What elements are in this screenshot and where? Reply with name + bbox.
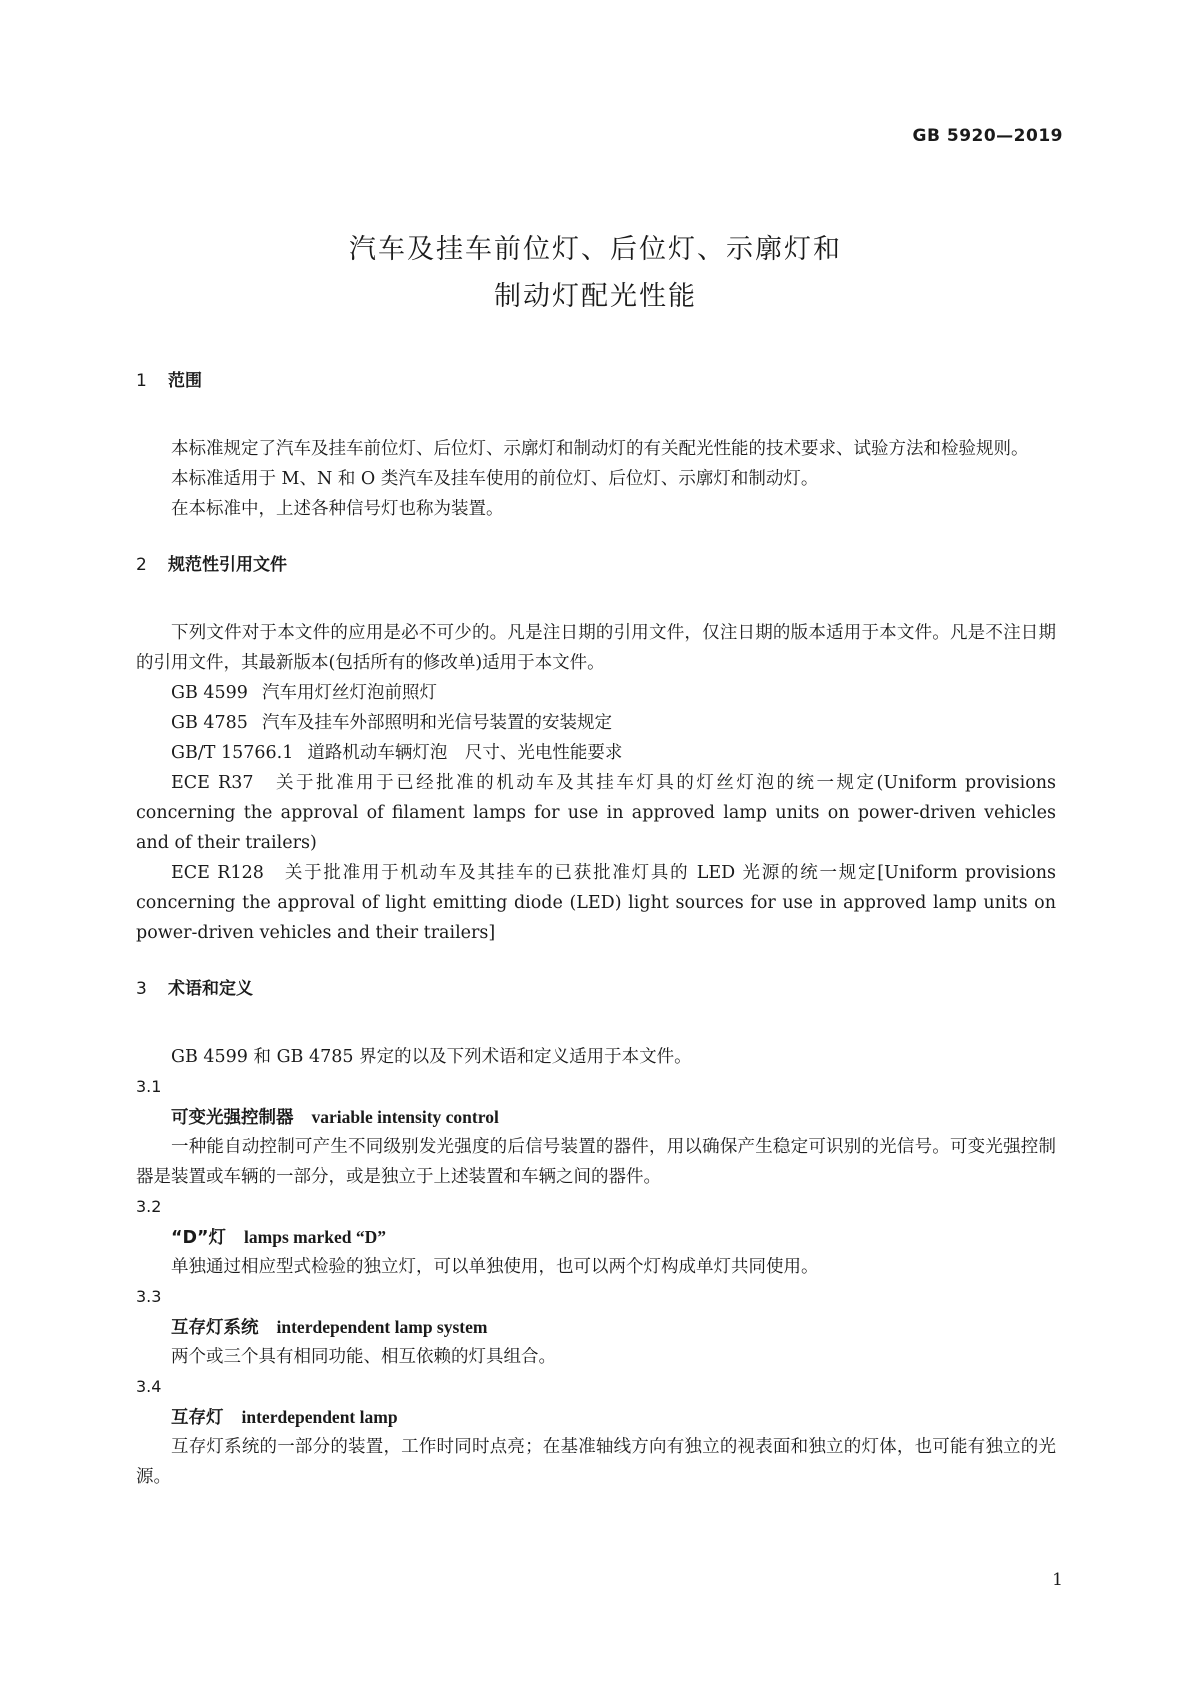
section-heading-terms xyxy=(136,976,1056,1002)
paragraph: 在本标准中，上述各种信号灯也称为装置。 xyxy=(171,499,504,519)
reference-item xyxy=(136,678,1056,708)
reference-code: ECE R128 xyxy=(171,863,264,883)
term-entry xyxy=(136,1402,1056,1432)
clause-number: 3.1 xyxy=(136,1077,162,1096)
document-title xyxy=(0,226,1191,320)
term-definition: 单独通过相应型式检验的独立灯，可以单独使用，也可以两个灯构成单灯共同使用。 xyxy=(171,1257,819,1277)
term-entry xyxy=(136,1312,1056,1342)
section-title: 术语和定义 xyxy=(168,979,253,999)
section-title: 范围 xyxy=(168,371,202,391)
term-english: lamps marked “D” xyxy=(244,1227,386,1247)
term-english: interdependent lamp system xyxy=(276,1317,488,1337)
section-heading-scope xyxy=(136,368,1056,394)
term-definition: 两个或三个具有相同功能、相互依赖的灯具组合。 xyxy=(171,1347,556,1367)
title-line-1: 汽车及挂车前位灯、后位灯、示廓灯和 xyxy=(349,234,842,265)
term-entry xyxy=(136,1102,1056,1132)
reference-title: 汽车用灯丝灯泡前照灯 xyxy=(261,683,437,703)
section-number: 1 xyxy=(136,371,147,391)
page-number: 1 xyxy=(1052,1570,1063,1590)
term-chinese: “D”灯 xyxy=(171,1228,227,1248)
clause-number: 3.3 xyxy=(136,1287,162,1306)
standard-number: GB 5920—2019 xyxy=(912,126,1063,146)
term-definition: 一种能自动控制可产生不同级别发光强度的后信号装置的器件，用以确保产生稳定可识别的光信号。可变光强控制器是装置或车辆的一部分，或是独立于上述装置和车辆之间的器件。 xyxy=(136,1137,1056,1187)
term-chinese: 可变光强控制器 xyxy=(171,1108,294,1128)
title-line-2: 制动灯配光性能 xyxy=(494,281,697,312)
term-english: variable intensity control xyxy=(311,1107,499,1127)
term-chinese: 互存灯 xyxy=(171,1408,224,1428)
clause-number: 3.2 xyxy=(136,1197,162,1216)
reference-code: ECE R37 xyxy=(171,773,254,793)
section-number: 2 xyxy=(136,555,147,575)
section-heading-references xyxy=(136,552,1056,578)
paragraph: 下列文件对于本文件的应用是必不可少的。凡是注日期的引用文件，仅注日期的版本适用于本文件。凡是不注日期的引用文件，其最新版本(包括所有的修改单)适用于本文件。 xyxy=(136,623,1056,673)
reference-title: 关于批准用于已经批准的机动车及其挂车灯具的灯丝灯泡的统一规定(Uniform provisions concerning the approval of filament lamps for use in approved lamp units on power-driven vehicles and of their trailers) xyxy=(136,773,1057,853)
term-chinese: 互存灯系统 xyxy=(171,1318,259,1338)
reference-code: GB 4599 xyxy=(171,683,248,703)
reference-title: 关于批准用于机动车及其挂车的已获批准灯具的 LED 光源的统一规定[Uniform provisions concerning the approval of light emitting diode (LED) light sources for use in approved lamp units on power-driven vehicles and their trailers] xyxy=(136,863,1056,943)
reference-item xyxy=(136,768,1056,858)
paragraph: 本标准规定了汽车及挂车前位灯、后位灯、示廓灯和制动灯的有关配光性能的技术要求、试验方法和检验规则。 xyxy=(171,439,1029,459)
reference-code: GB/T 15766.1 xyxy=(171,743,294,763)
reference-title: 汽车及挂车外部照明和光信号装置的安装规定 xyxy=(261,713,612,733)
section-title: 规范性引用文件 xyxy=(168,555,287,575)
reference-code: GB 4785 xyxy=(171,713,248,733)
clause-number: 3.4 xyxy=(136,1377,162,1396)
section-number: 3 xyxy=(136,979,147,999)
reference-title: 道路机动车辆灯泡 尺寸、光电性能要求 xyxy=(307,743,623,763)
reference-item xyxy=(136,858,1056,948)
term-english: interdependent lamp xyxy=(241,1407,398,1427)
reference-item xyxy=(136,708,1056,738)
paragraph: GB 4599 和 GB 4785 界定的以及下列术语和定义适用于本文件。 xyxy=(171,1047,692,1067)
reference-item xyxy=(136,738,1056,768)
paragraph: 本标准适用于 M、N 和 O 类汽车及挂车使用的前位灯、后位灯、示廓灯和制动灯。 xyxy=(171,469,819,489)
term-entry xyxy=(136,1222,1056,1252)
term-definition: 互存灯系统的一部分的装置，工作时同时点亮；在基准轴线方向有独立的视表面和独立的灯体，也可能有独立的光源。 xyxy=(136,1437,1056,1487)
document-body xyxy=(136,368,1056,1492)
